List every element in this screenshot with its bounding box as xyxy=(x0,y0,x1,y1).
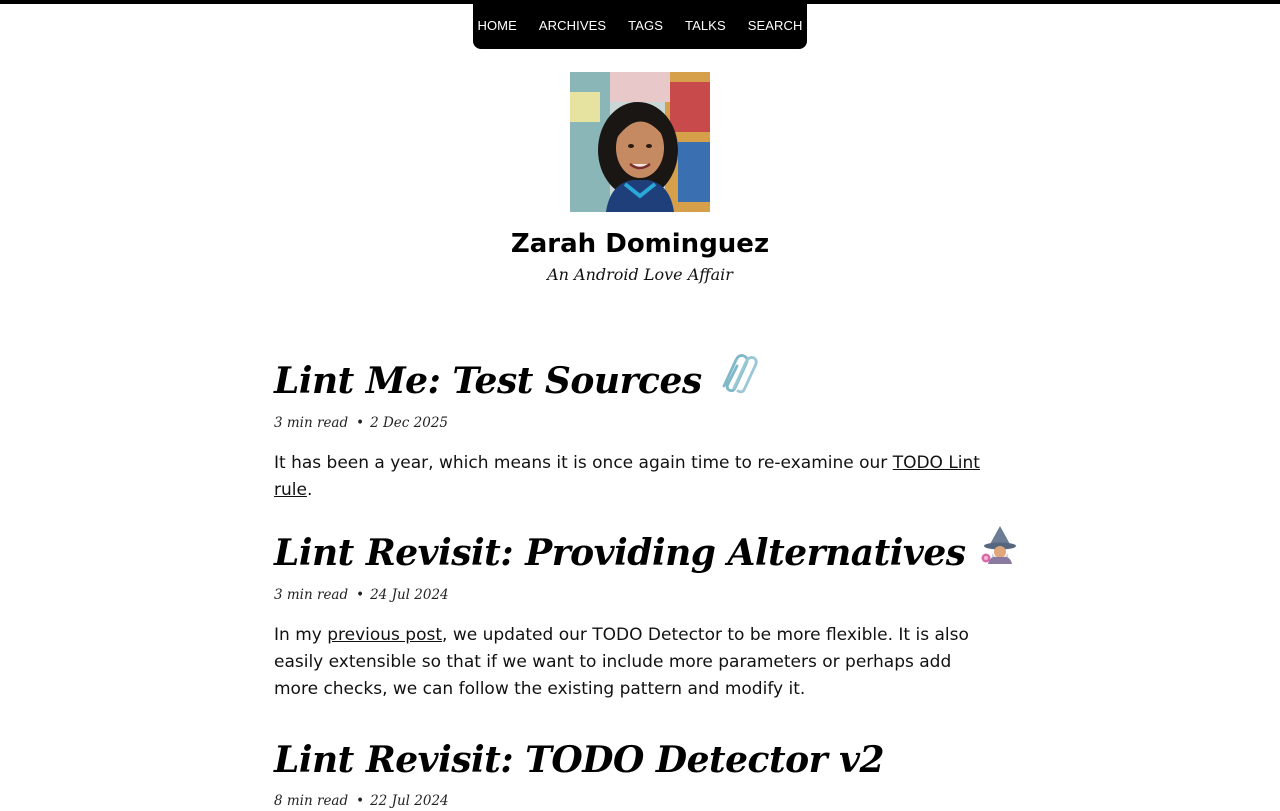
excerpt-text: . xyxy=(306,480,313,500)
meta-separator: • xyxy=(356,793,365,809)
post-title-text: Lint Revisit: Providing Alternatives xyxy=(274,531,966,574)
post-excerpt xyxy=(274,450,994,504)
meta-separator: • xyxy=(356,415,365,431)
post-item xyxy=(274,733,994,811)
site-tagline: An Android Love Affair xyxy=(547,265,733,284)
excerpt-text: , we updated our TODO Detector to be more flexible. It is also easily extensible so that if we want to include more parameters or perhaps add more checks, we can follow the existing pattern and modify it. xyxy=(274,625,969,699)
todo-lint-rule-link[interactable]: TODO Lint rule xyxy=(274,453,980,500)
post-meta xyxy=(274,791,994,811)
main-nav xyxy=(473,0,807,49)
avatar-portrait xyxy=(570,72,710,212)
post-date: 22 Jul 2024 xyxy=(370,793,449,809)
nav-home-link[interactable]: HOME xyxy=(477,18,517,33)
site-name[interactable]: Zarah Dominguez xyxy=(510,229,770,259)
meta-separator: • xyxy=(356,587,365,603)
previous-post-link[interactable]: previous post xyxy=(327,625,443,645)
nav-archives-link[interactable]: ARCHIVES xyxy=(538,18,607,33)
nav-search-link[interactable]: SEARCH xyxy=(747,18,803,33)
post-title-link[interactable] xyxy=(274,524,994,581)
excerpt-text: In my xyxy=(274,625,328,645)
post-read-time: 8 min read xyxy=(274,793,349,809)
post-date: 2 Dec 2025 xyxy=(370,415,448,431)
post-read-time: 3 min read xyxy=(274,587,349,603)
post-meta xyxy=(274,585,994,605)
post-title-link[interactable] xyxy=(274,733,994,787)
post-date: 24 Jul 2024 xyxy=(370,587,449,603)
nav-tags-link[interactable]: TAGS xyxy=(628,18,663,33)
excerpt-text: It has been a year, which means it is once again time to re-examine our xyxy=(274,453,893,473)
post-title-text: Lint Me: Test Sources xyxy=(274,359,702,402)
post-title-text: Lint Revisit: TODO Detector v2 xyxy=(274,739,885,781)
paperclips-icon xyxy=(714,352,758,409)
nav-talks-link[interactable]: TALKS xyxy=(685,18,726,33)
post-item xyxy=(274,524,994,703)
mage-icon xyxy=(978,524,1022,581)
post-meta xyxy=(274,413,994,433)
avatar xyxy=(570,72,710,212)
post-excerpt xyxy=(274,622,994,703)
post-read-time: 3 min read xyxy=(274,415,349,431)
post-title-link[interactable] xyxy=(274,352,994,409)
post-item xyxy=(274,352,994,504)
post-list xyxy=(274,352,994,811)
